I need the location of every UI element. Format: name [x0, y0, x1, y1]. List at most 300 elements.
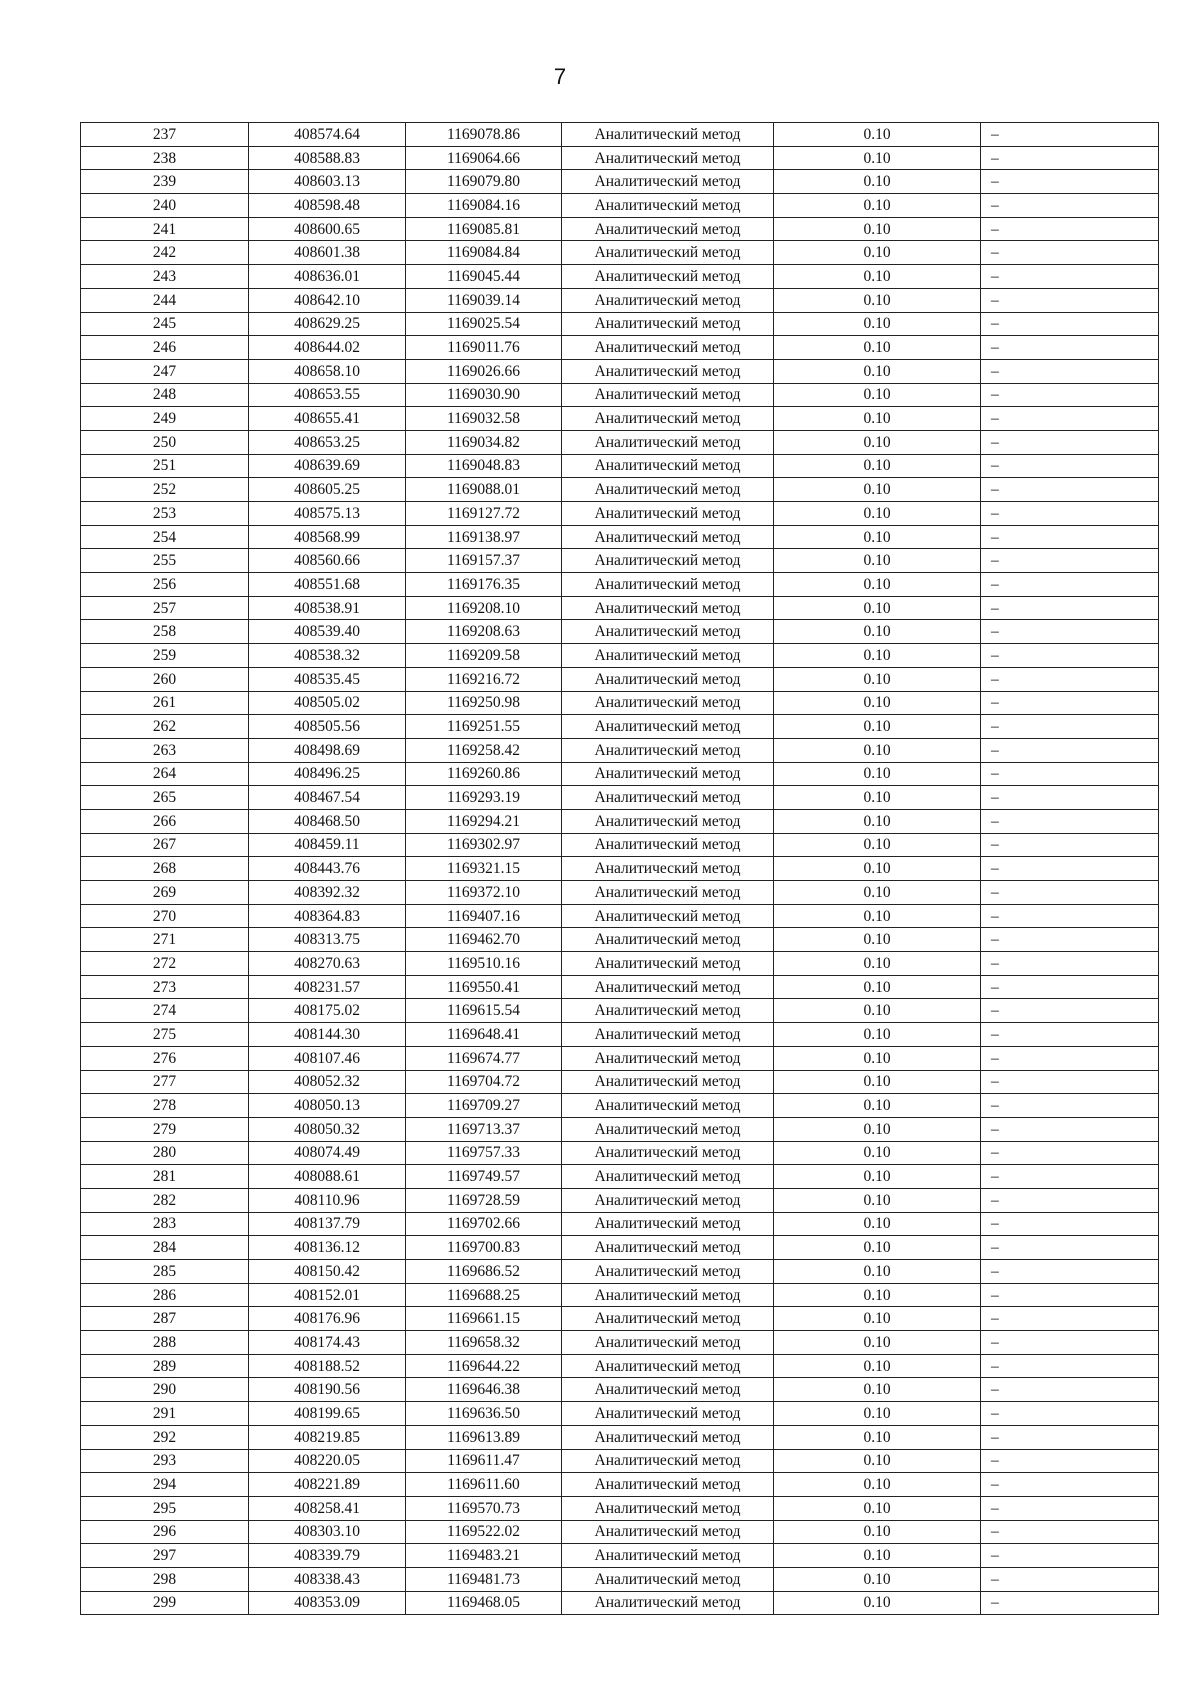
note-cell: –: [981, 952, 1159, 976]
x-coordinate-cell: 408560.66: [249, 549, 406, 573]
note-cell: –: [981, 1117, 1159, 1141]
x-coordinate-cell: 408175.02: [249, 999, 406, 1023]
x-coordinate-cell: 408270.63: [249, 952, 406, 976]
note-cell: –: [981, 881, 1159, 905]
accuracy-cell: 0.10: [774, 1117, 981, 1141]
point-number-cell: 263: [81, 738, 249, 762]
x-coordinate-cell: 408303.10: [249, 1520, 406, 1544]
table-row: [81, 146, 1159, 170]
accuracy-cell: 0.10: [774, 1378, 981, 1402]
method-cell: Аналитический метод: [562, 454, 774, 478]
accuracy-cell: 0.10: [774, 288, 981, 312]
x-coordinate-cell: 408653.55: [249, 383, 406, 407]
table-row: [81, 715, 1159, 739]
x-coordinate-cell: 408468.50: [249, 809, 406, 833]
y-coordinate-cell: 1169258.42: [406, 738, 562, 762]
method-cell: Аналитический метод: [562, 620, 774, 644]
y-coordinate-cell: 1169032.58: [406, 407, 562, 431]
x-coordinate-cell: 408629.25: [249, 312, 406, 336]
method-cell: Аналитический метод: [562, 1591, 774, 1615]
point-number-cell: 278: [81, 1094, 249, 1118]
point-number-cell: 280: [81, 1141, 249, 1165]
point-number-cell: 258: [81, 620, 249, 644]
table-row: [81, 265, 1159, 289]
method-cell: Аналитический метод: [562, 715, 774, 739]
accuracy-cell: 0.10: [774, 194, 981, 218]
method-cell: Аналитический метод: [562, 667, 774, 691]
table-row: [81, 786, 1159, 810]
table-row: [81, 502, 1159, 526]
note-cell: –: [981, 549, 1159, 573]
y-coordinate-cell: 1169728.59: [406, 1188, 562, 1212]
table-row: [81, 857, 1159, 881]
accuracy-cell: 0.10: [774, 1283, 981, 1307]
table-row: [81, 881, 1159, 905]
x-coordinate-cell: 408574.64: [249, 123, 406, 147]
note-cell: –: [981, 573, 1159, 597]
table-row: [81, 1260, 1159, 1284]
table-row: [81, 1378, 1159, 1402]
y-coordinate-cell: 1169294.21: [406, 809, 562, 833]
accuracy-cell: 0.10: [774, 809, 981, 833]
y-coordinate-cell: 1169176.35: [406, 573, 562, 597]
table-row: [81, 573, 1159, 597]
y-coordinate-cell: 1169658.32: [406, 1331, 562, 1355]
method-cell: Аналитический метод: [562, 833, 774, 857]
x-coordinate-cell: 408338.43: [249, 1567, 406, 1591]
x-coordinate-cell: 408188.52: [249, 1354, 406, 1378]
y-coordinate-cell: 1169570.73: [406, 1496, 562, 1520]
y-coordinate-cell: 1169260.86: [406, 762, 562, 786]
accuracy-cell: 0.10: [774, 1188, 981, 1212]
accuracy-cell: 0.10: [774, 1496, 981, 1520]
table-row: [81, 928, 1159, 952]
point-number-cell: 252: [81, 478, 249, 502]
method-cell: Аналитический метод: [562, 1449, 774, 1473]
x-coordinate-cell: 408152.01: [249, 1283, 406, 1307]
table-row: [81, 738, 1159, 762]
x-coordinate-cell: 408600.65: [249, 217, 406, 241]
accuracy-cell: 0.10: [774, 596, 981, 620]
note-cell: –: [981, 1354, 1159, 1378]
point-number-cell: 295: [81, 1496, 249, 1520]
y-coordinate-cell: 1169704.72: [406, 1070, 562, 1094]
table-row: [81, 1307, 1159, 1331]
method-cell: Аналитический метод: [562, 1473, 774, 1497]
method-cell: Аналитический метод: [562, 123, 774, 147]
table-row: [81, 1402, 1159, 1426]
accuracy-cell: 0.10: [774, 1591, 981, 1615]
point-number-cell: 281: [81, 1165, 249, 1189]
point-number-cell: 266: [81, 809, 249, 833]
table-row: [81, 1212, 1159, 1236]
y-coordinate-cell: 1169702.66: [406, 1212, 562, 1236]
note-cell: –: [981, 620, 1159, 644]
x-coordinate-cell: 408364.83: [249, 904, 406, 928]
point-number-cell: 253: [81, 502, 249, 526]
table-row: [81, 1567, 1159, 1591]
y-coordinate-cell: 1169011.76: [406, 336, 562, 360]
accuracy-cell: 0.10: [774, 1165, 981, 1189]
y-coordinate-cell: 1169064.66: [406, 146, 562, 170]
note-cell: –: [981, 146, 1159, 170]
method-cell: Аналитический метод: [562, 1023, 774, 1047]
method-cell: Аналитический метод: [562, 691, 774, 715]
point-number-cell: 297: [81, 1544, 249, 1568]
note-cell: –: [981, 1473, 1159, 1497]
accuracy-cell: 0.10: [774, 975, 981, 999]
method-cell: Аналитический метод: [562, 336, 774, 360]
x-coordinate-cell: 408505.56: [249, 715, 406, 739]
x-coordinate-cell: 408644.02: [249, 336, 406, 360]
point-number-cell: 249: [81, 407, 249, 431]
note-cell: –: [981, 1591, 1159, 1615]
point-number-cell: 294: [81, 1473, 249, 1497]
table-row: [81, 1070, 1159, 1094]
note-cell: –: [981, 1378, 1159, 1402]
point-number-cell: 293: [81, 1449, 249, 1473]
method-cell: Аналитический метод: [562, 1094, 774, 1118]
accuracy-cell: 0.10: [774, 312, 981, 336]
y-coordinate-cell: 1169615.54: [406, 999, 562, 1023]
accuracy-cell: 0.10: [774, 454, 981, 478]
x-coordinate-cell: 408074.49: [249, 1141, 406, 1165]
table-row: [81, 430, 1159, 454]
point-number-cell: 246: [81, 336, 249, 360]
accuracy-cell: 0.10: [774, 478, 981, 502]
accuracy-cell: 0.10: [774, 857, 981, 881]
y-coordinate-cell: 1169084.84: [406, 241, 562, 265]
note-cell: –: [981, 644, 1159, 668]
point-number-cell: 264: [81, 762, 249, 786]
table-row: [81, 1117, 1159, 1141]
point-number-cell: 239: [81, 170, 249, 194]
point-number-cell: 274: [81, 999, 249, 1023]
point-number-cell: 250: [81, 430, 249, 454]
y-coordinate-cell: 1169686.52: [406, 1260, 562, 1284]
point-number-cell: 257: [81, 596, 249, 620]
x-coordinate-cell: 408150.42: [249, 1260, 406, 1284]
note-cell: –: [981, 1046, 1159, 1070]
method-cell: Аналитический метод: [562, 1378, 774, 1402]
x-coordinate-cell: 408538.91: [249, 596, 406, 620]
method-cell: Аналитический метод: [562, 596, 774, 620]
table-row: [81, 1094, 1159, 1118]
method-cell: Аналитический метод: [562, 1354, 774, 1378]
note-cell: –: [981, 1449, 1159, 1473]
method-cell: Аналитический метод: [562, 194, 774, 218]
accuracy-cell: 0.10: [774, 573, 981, 597]
x-coordinate-cell: 408050.32: [249, 1117, 406, 1141]
point-number-cell: 251: [81, 454, 249, 478]
point-number-cell: 283: [81, 1212, 249, 1236]
point-number-cell: 269: [81, 881, 249, 905]
method-cell: Аналитический метод: [562, 1212, 774, 1236]
note-cell: –: [981, 1520, 1159, 1544]
accuracy-cell: 0.10: [774, 1520, 981, 1544]
method-cell: Аналитический метод: [562, 1070, 774, 1094]
method-cell: Аналитический метод: [562, 881, 774, 905]
y-coordinate-cell: 1169216.72: [406, 667, 562, 691]
point-number-cell: 271: [81, 928, 249, 952]
x-coordinate-cell: 408605.25: [249, 478, 406, 502]
x-coordinate-cell: 408220.05: [249, 1449, 406, 1473]
accuracy-cell: 0.10: [774, 1023, 981, 1047]
point-number-cell: 287: [81, 1307, 249, 1331]
note-cell: –: [981, 667, 1159, 691]
y-coordinate-cell: 1169613.89: [406, 1425, 562, 1449]
method-cell: Аналитический метод: [562, 1117, 774, 1141]
x-coordinate-cell: 408107.46: [249, 1046, 406, 1070]
method-cell: Аналитический метод: [562, 762, 774, 786]
x-coordinate-cell: 408176.96: [249, 1307, 406, 1331]
table-row: [81, 1591, 1159, 1615]
y-coordinate-cell: 1169048.83: [406, 454, 562, 478]
x-coordinate-cell: 408199.65: [249, 1402, 406, 1426]
method-cell: Аналитический метод: [562, 312, 774, 336]
accuracy-cell: 0.10: [774, 1354, 981, 1378]
note-cell: –: [981, 1094, 1159, 1118]
note-cell: –: [981, 1307, 1159, 1331]
x-coordinate-cell: 408653.25: [249, 430, 406, 454]
table-row: [81, 904, 1159, 928]
x-coordinate-cell: 408088.61: [249, 1165, 406, 1189]
table-row: [81, 1046, 1159, 1070]
point-number-cell: 262: [81, 715, 249, 739]
y-coordinate-cell: 1169709.27: [406, 1094, 562, 1118]
y-coordinate-cell: 1169550.41: [406, 975, 562, 999]
method-cell: Аналитический метод: [562, 1402, 774, 1426]
accuracy-cell: 0.10: [774, 667, 981, 691]
point-number-cell: 288: [81, 1331, 249, 1355]
method-cell: Аналитический метод: [562, 1520, 774, 1544]
note-cell: –: [981, 454, 1159, 478]
table-row: [81, 1520, 1159, 1544]
accuracy-cell: 0.10: [774, 217, 981, 241]
y-coordinate-cell: 1169138.97: [406, 525, 562, 549]
point-number-cell: 276: [81, 1046, 249, 1070]
note-cell: –: [981, 194, 1159, 218]
accuracy-cell: 0.10: [774, 1473, 981, 1497]
y-coordinate-cell: 1169757.33: [406, 1141, 562, 1165]
accuracy-cell: 0.10: [774, 1307, 981, 1331]
x-coordinate-cell: 408313.75: [249, 928, 406, 952]
point-number-cell: 270: [81, 904, 249, 928]
x-coordinate-cell: 408231.57: [249, 975, 406, 999]
table-row: [81, 1283, 1159, 1307]
note-cell: –: [981, 762, 1159, 786]
point-number-cell: 289: [81, 1354, 249, 1378]
y-coordinate-cell: 1169088.01: [406, 478, 562, 502]
point-number-cell: 248: [81, 383, 249, 407]
point-number-cell: 299: [81, 1591, 249, 1615]
x-coordinate-cell: 408221.89: [249, 1473, 406, 1497]
method-cell: Аналитический метод: [562, 383, 774, 407]
table-row: [81, 123, 1159, 147]
note-cell: –: [981, 502, 1159, 526]
note-cell: –: [981, 359, 1159, 383]
note-cell: –: [981, 1023, 1159, 1047]
x-coordinate-cell: 408050.13: [249, 1094, 406, 1118]
method-cell: Аналитический метод: [562, 952, 774, 976]
note-cell: –: [981, 928, 1159, 952]
x-coordinate-cell: 408535.45: [249, 667, 406, 691]
x-coordinate-cell: 408052.32: [249, 1070, 406, 1094]
accuracy-cell: 0.10: [774, 762, 981, 786]
point-number-cell: 267: [81, 833, 249, 857]
note-cell: –: [981, 1425, 1159, 1449]
y-coordinate-cell: 1169250.98: [406, 691, 562, 715]
accuracy-cell: 0.10: [774, 1094, 981, 1118]
y-coordinate-cell: 1169749.57: [406, 1165, 562, 1189]
accuracy-cell: 0.10: [774, 1567, 981, 1591]
point-number-cell: 265: [81, 786, 249, 810]
method-cell: Аналитический метод: [562, 1165, 774, 1189]
accuracy-cell: 0.10: [774, 502, 981, 526]
table-row: [81, 833, 1159, 857]
accuracy-cell: 0.10: [774, 715, 981, 739]
accuracy-cell: 0.10: [774, 525, 981, 549]
point-number-cell: 237: [81, 123, 249, 147]
y-coordinate-cell: 1169084.16: [406, 194, 562, 218]
table-row: [81, 407, 1159, 431]
table-row: [81, 975, 1159, 999]
x-coordinate-cell: 408219.85: [249, 1425, 406, 1449]
y-coordinate-cell: 1169321.15: [406, 857, 562, 881]
note-cell: –: [981, 1212, 1159, 1236]
page-number: 7: [553, 64, 567, 89]
method-cell: Аналитический метод: [562, 525, 774, 549]
method-cell: Аналитический метод: [562, 1283, 774, 1307]
note-cell: –: [981, 1236, 1159, 1260]
x-coordinate-cell: 408636.01: [249, 265, 406, 289]
table-row: [81, 809, 1159, 833]
point-number-cell: 259: [81, 644, 249, 668]
y-coordinate-cell: 1169646.38: [406, 1378, 562, 1402]
x-coordinate-cell: 408467.54: [249, 786, 406, 810]
point-number-cell: 282: [81, 1188, 249, 1212]
point-number-cell: 242: [81, 241, 249, 265]
x-coordinate-cell: 408598.48: [249, 194, 406, 218]
table-row: [81, 1236, 1159, 1260]
accuracy-cell: 0.10: [774, 241, 981, 265]
point-number-cell: 243: [81, 265, 249, 289]
method-cell: Аналитический метод: [562, 1307, 774, 1331]
note-cell: –: [981, 833, 1159, 857]
method-cell: Аналитический метод: [562, 430, 774, 454]
method-cell: Аналитический метод: [562, 241, 774, 265]
x-coordinate-cell: 408110.96: [249, 1188, 406, 1212]
x-coordinate-cell: 408339.79: [249, 1544, 406, 1568]
x-coordinate-cell: 408258.41: [249, 1496, 406, 1520]
x-coordinate-cell: 408601.38: [249, 241, 406, 265]
method-cell: Аналитический метод: [562, 1331, 774, 1355]
accuracy-cell: 0.10: [774, 1544, 981, 1568]
table-row: [81, 336, 1159, 360]
point-number-cell: 290: [81, 1378, 249, 1402]
point-number-cell: 291: [81, 1402, 249, 1426]
table-row: [81, 1354, 1159, 1378]
y-coordinate-cell: 1169127.72: [406, 502, 562, 526]
accuracy-cell: 0.10: [774, 1260, 981, 1284]
table-row: [81, 312, 1159, 336]
y-coordinate-cell: 1169407.16: [406, 904, 562, 928]
note-cell: –: [981, 265, 1159, 289]
method-cell: Аналитический метод: [562, 904, 774, 928]
accuracy-cell: 0.10: [774, 146, 981, 170]
point-number-cell: 284: [81, 1236, 249, 1260]
method-cell: Аналитический метод: [562, 809, 774, 833]
method-cell: Аналитический метод: [562, 359, 774, 383]
accuracy-cell: 0.10: [774, 1212, 981, 1236]
table-row: [81, 1188, 1159, 1212]
point-number-cell: 277: [81, 1070, 249, 1094]
note-cell: –: [981, 217, 1159, 241]
table-row: [81, 170, 1159, 194]
y-coordinate-cell: 1169209.58: [406, 644, 562, 668]
y-coordinate-cell: 1169611.47: [406, 1449, 562, 1473]
table-row: [81, 1473, 1159, 1497]
table-row: [81, 1425, 1159, 1449]
note-cell: –: [981, 123, 1159, 147]
note-cell: –: [981, 1496, 1159, 1520]
accuracy-cell: 0.10: [774, 738, 981, 762]
x-coordinate-cell: 408190.56: [249, 1378, 406, 1402]
y-coordinate-cell: 1169034.82: [406, 430, 562, 454]
point-number-cell: 268: [81, 857, 249, 881]
table-row: [81, 667, 1159, 691]
note-cell: –: [981, 241, 1159, 265]
accuracy-cell: 0.10: [774, 383, 981, 407]
y-coordinate-cell: 1169468.05: [406, 1591, 562, 1615]
point-number-cell: 238: [81, 146, 249, 170]
note-cell: –: [981, 407, 1159, 431]
method-cell: Аналитический метод: [562, 738, 774, 762]
accuracy-cell: 0.10: [774, 1141, 981, 1165]
method-cell: Аналитический метод: [562, 478, 774, 502]
accuracy-cell: 0.10: [774, 620, 981, 644]
note-cell: –: [981, 596, 1159, 620]
y-coordinate-cell: 1169700.83: [406, 1236, 562, 1260]
x-coordinate-cell: 408443.76: [249, 857, 406, 881]
x-coordinate-cell: 408551.68: [249, 573, 406, 597]
method-cell: Аналитический метод: [562, 1046, 774, 1070]
accuracy-cell: 0.10: [774, 833, 981, 857]
accuracy-cell: 0.10: [774, 549, 981, 573]
point-number-cell: 285: [81, 1260, 249, 1284]
y-coordinate-cell: 1169026.66: [406, 359, 562, 383]
table-row: [81, 383, 1159, 407]
x-coordinate-cell: 408498.69: [249, 738, 406, 762]
accuracy-cell: 0.10: [774, 407, 981, 431]
table-row: [81, 596, 1159, 620]
table-row: [81, 525, 1159, 549]
note-cell: –: [981, 786, 1159, 810]
accuracy-cell: 0.10: [774, 928, 981, 952]
method-cell: Аналитический метод: [562, 1236, 774, 1260]
table-row: [81, 454, 1159, 478]
note-cell: –: [981, 975, 1159, 999]
y-coordinate-cell: 1169462.70: [406, 928, 562, 952]
accuracy-cell: 0.10: [774, 1402, 981, 1426]
x-coordinate-cell: 408137.79: [249, 1212, 406, 1236]
note-cell: –: [981, 1070, 1159, 1094]
method-cell: Аналитический метод: [562, 217, 774, 241]
y-coordinate-cell: 1169674.77: [406, 1046, 562, 1070]
y-coordinate-cell: 1169079.80: [406, 170, 562, 194]
accuracy-cell: 0.10: [774, 786, 981, 810]
note-cell: –: [981, 857, 1159, 881]
